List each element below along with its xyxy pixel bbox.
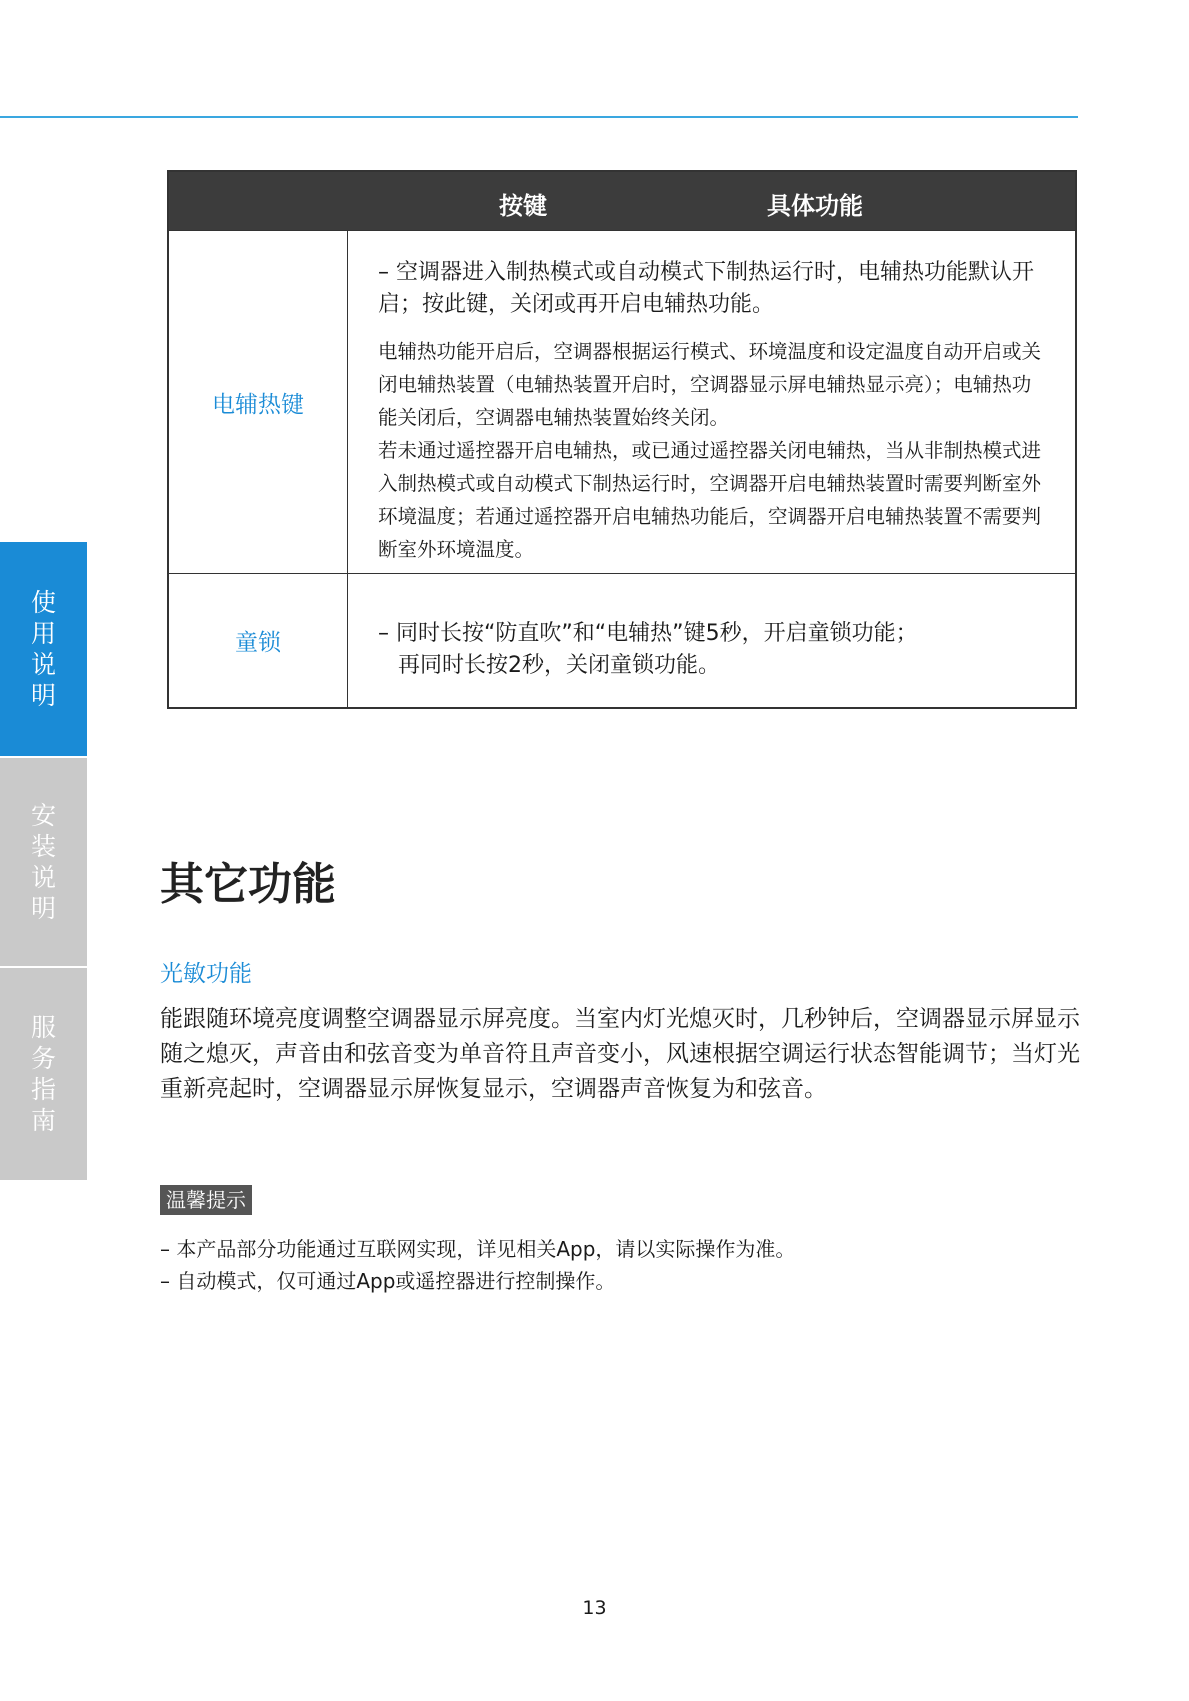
header-key: 按键 <box>499 192 547 220</box>
function-cell <box>348 574 1075 707</box>
table-row <box>169 230 1075 573</box>
table-row <box>169 573 1075 707</box>
side-tab-char: 明 <box>30 681 56 710</box>
header-rule <box>0 116 1078 118</box>
function-detail-text <box>378 335 1047 566</box>
side-tab-char: 用 <box>30 619 56 648</box>
side-tab-char: 南 <box>30 1106 56 1135</box>
side-tab-char: 使 <box>30 588 56 617</box>
side-tab-char: 安 <box>30 801 56 830</box>
tips-list <box>160 1233 795 1297</box>
side-tab-char: 说 <box>30 650 56 679</box>
main-line: 再同时长按2秒，关闭童锁功能。 <box>398 653 720 678</box>
main-line: – 同时长按“防直吹”和“电辅热”键5秒，开启童锁功能； <box>378 621 918 646</box>
table-header <box>169 172 1075 230</box>
list-item: – 自动模式，仅可通过App或遥控器进行控制操作。 <box>160 1269 616 1293</box>
key-cell <box>169 231 348 573</box>
function-cell <box>348 231 1075 573</box>
side-tab-service[interactable] <box>0 966 87 1180</box>
key-label-child-lock: 童锁 <box>235 630 281 656</box>
header-function: 具体功能 <box>767 192 863 220</box>
side-tab-char: 指 <box>30 1075 56 1104</box>
key-label-electric-heat: 电辅热键 <box>212 391 304 418</box>
function-table <box>167 170 1077 709</box>
section-paragraph: 能跟随环境亮度调整空调器显示屏亮度。当室内灯光熄灭时，几秒钟后，空调器显示屏显示随之熄灭，声音由和弦音变为单音符且声音变小，风速根据空调运行状态智能调节；当灯光重新亮起时，空调器显示屏恢复显示，空调器声音恢复为和弦音。 <box>160 1006 1080 1102</box>
detail-line: 电辅热功能开启后，空调器根据运行模式、环境温度和设定温度自动开启或关闭电辅热装置（电辅热装置开启时，空调器显示屏电辅热显示亮）；电辅热功能关闭后，空调器电辅热装置始终关闭。 <box>378 340 1042 429</box>
function-main-text: – 空调器进入制热模式或自动模式下制热运行时，电辅热功能默认开启；按此键，关闭或再开启电辅热功能。 <box>378 260 1034 317</box>
section-subheading: 光敏功能 <box>160 961 252 987</box>
function-main-text <box>378 618 1047 682</box>
side-tab-char: 装 <box>30 832 56 861</box>
side-tab-usage[interactable] <box>0 542 87 756</box>
side-tab-char: 明 <box>30 894 56 923</box>
side-tab-char: 服 <box>30 1013 56 1042</box>
detail-line: 若未通过遥控器开启电辅热，或已通过遥控器关闭电辅热，当从非制热模式进入制热模式或自动模式下制热运行时，空调器开启电辅热装置时需要判断室外环境温度；若通过遥控器开启电辅热功能后，空调器开启电辅热装置不需要判断室外环境温度。 <box>378 439 1042 561</box>
key-cell <box>169 574 348 707</box>
page-number: 13 <box>582 1597 607 1619</box>
side-tab-char: 务 <box>30 1044 56 1073</box>
section-title: 其它功能 <box>160 859 336 910</box>
list-item: – 本产品部分功能通过互联网实现，详见相关App，请以实际操作为准。 <box>160 1237 796 1261</box>
tips-label: 温馨提示 <box>160 1185 252 1215</box>
side-tab-char: 说 <box>30 863 56 892</box>
side-tab-installation[interactable] <box>0 756 87 966</box>
